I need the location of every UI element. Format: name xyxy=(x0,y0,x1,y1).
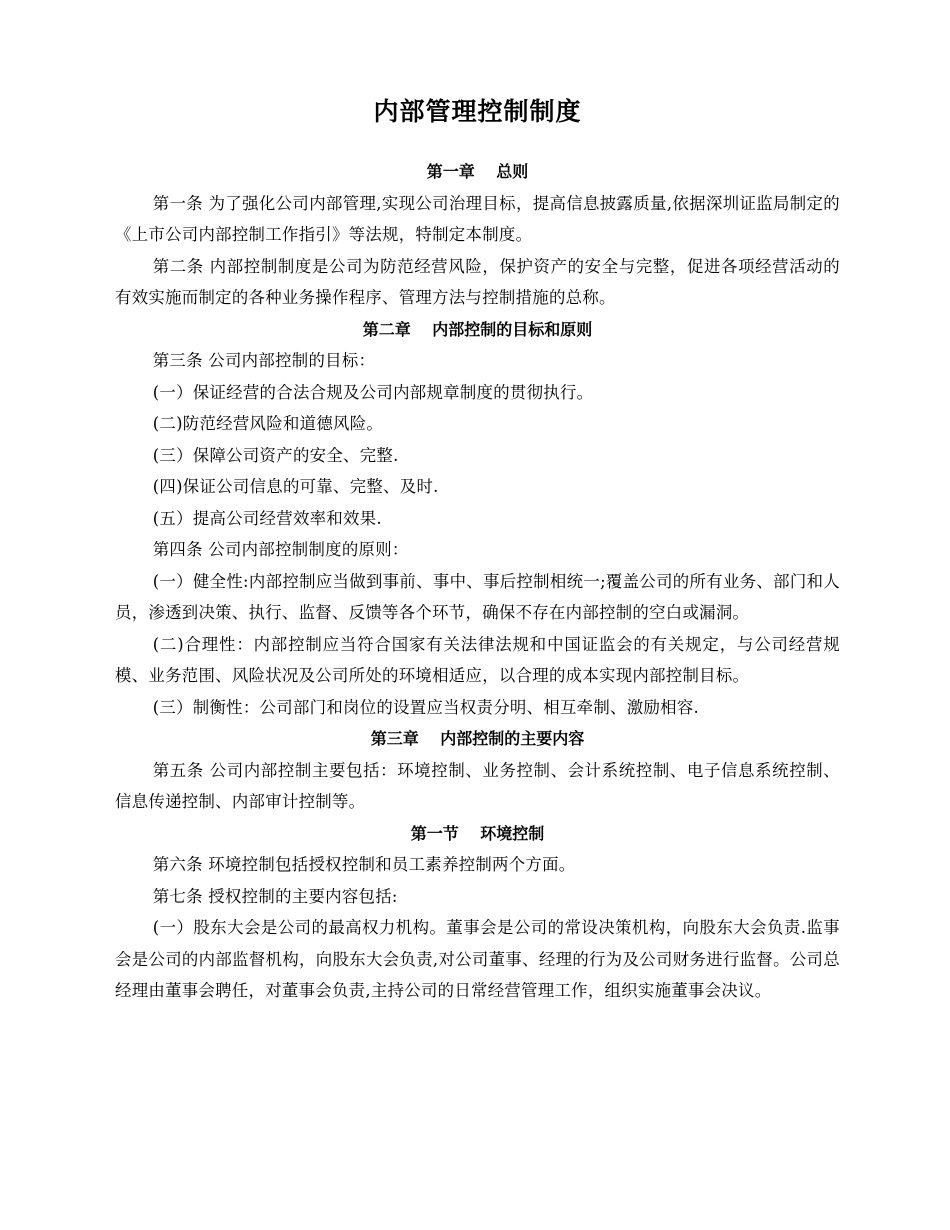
chapter-1-heading: 第一章 总则 xyxy=(426,162,529,181)
article-5: 第五条 公司内部控制主要包括：环境控制、业务控制、会计系统控制、电子信息系统控制、信息传递控制、内部审计控制等。 xyxy=(115,760,840,811)
article-3-item-3: (三）保障公司资产的安全、完整. xyxy=(152,445,399,465)
article-2: 第二条 内部控制制度是公司为防范经营风险，保护资产的安全与完整，促进各项经营活动的有效实施而制定的各种业务操作程序、管理方法与控制措施的总称。 xyxy=(115,256,840,307)
document-page xyxy=(115,92,840,1007)
article-6: 第六条 环境控制包括授权控制和员工素养控制两个方面。 xyxy=(152,855,576,874)
article-3-item-4: (四)保证公司信息的可靠、完整、及时. xyxy=(152,477,439,496)
article-4: 第四条 公司内部控制制度的原则： xyxy=(152,540,409,559)
chapter-2-heading: 第二章 内部控制的目标和原则 xyxy=(362,319,593,339)
article-4-item-2: (二)合理性：内部控制应当符合国家有关法律法规和中国证监会的有关规定，与公司经营规模、业务范围、风险状况及公司所处的环境相适应，以合理的成本实现内部控制目标。 xyxy=(115,634,840,685)
article-3-item-5: (五）提高公司经营效率和效果. xyxy=(152,508,382,528)
chapter-3-heading: 第三章 内部控制的主要内容 xyxy=(370,729,585,748)
article-3: 第三条 公司内部控制的目标： xyxy=(152,351,376,370)
article-1: 第一条 为了强化公司内部管理,实现公司治理目标，提高信息披露质量,依据深圳证监局制定的《上市公司内部控制工作指引》等法规，特制定本制度。 xyxy=(115,193,840,244)
document-title: 内部管理控制制度 xyxy=(373,97,582,126)
article-3-item-2: (二)防范经营风险和道德风险。 xyxy=(152,414,384,433)
article-7: 第七条 授权控制的主要内容包括: xyxy=(152,886,398,906)
article-7-item-1: (一）股东大会是公司的最高权力机构。董事会是公司的常设决策机构，向股东大会负责.监事会是公司的内部监督机构，向股东大会负责,对公司董事、经理的行为及公司财务进行监督。公司总经理由董事会聘任，对董事会负责,主持公司的日常经营管理工作，组织实施董事会决议。 xyxy=(115,918,840,1000)
section-1-heading: 第一节 环境控制 xyxy=(410,823,545,843)
article-3-item-1: (一）保证经营的合法合规及公司内部规章制度的贯彻执行。 xyxy=(152,382,594,402)
article-4-item-3: (三）制衡性：公司部门和岗位的设置应当权责分明、相互牵制、激励相容. xyxy=(152,697,700,717)
article-4-item-1: (一）健全性:内部控制应当做到事前、事中、事后控制相统一;覆盖公司的所有业务、部门和人员，渗透到决策、执行、监督、反馈等各个环节，确保不存在内部控制的空白或漏洞。 xyxy=(115,571,840,622)
document-body xyxy=(115,156,840,1007)
